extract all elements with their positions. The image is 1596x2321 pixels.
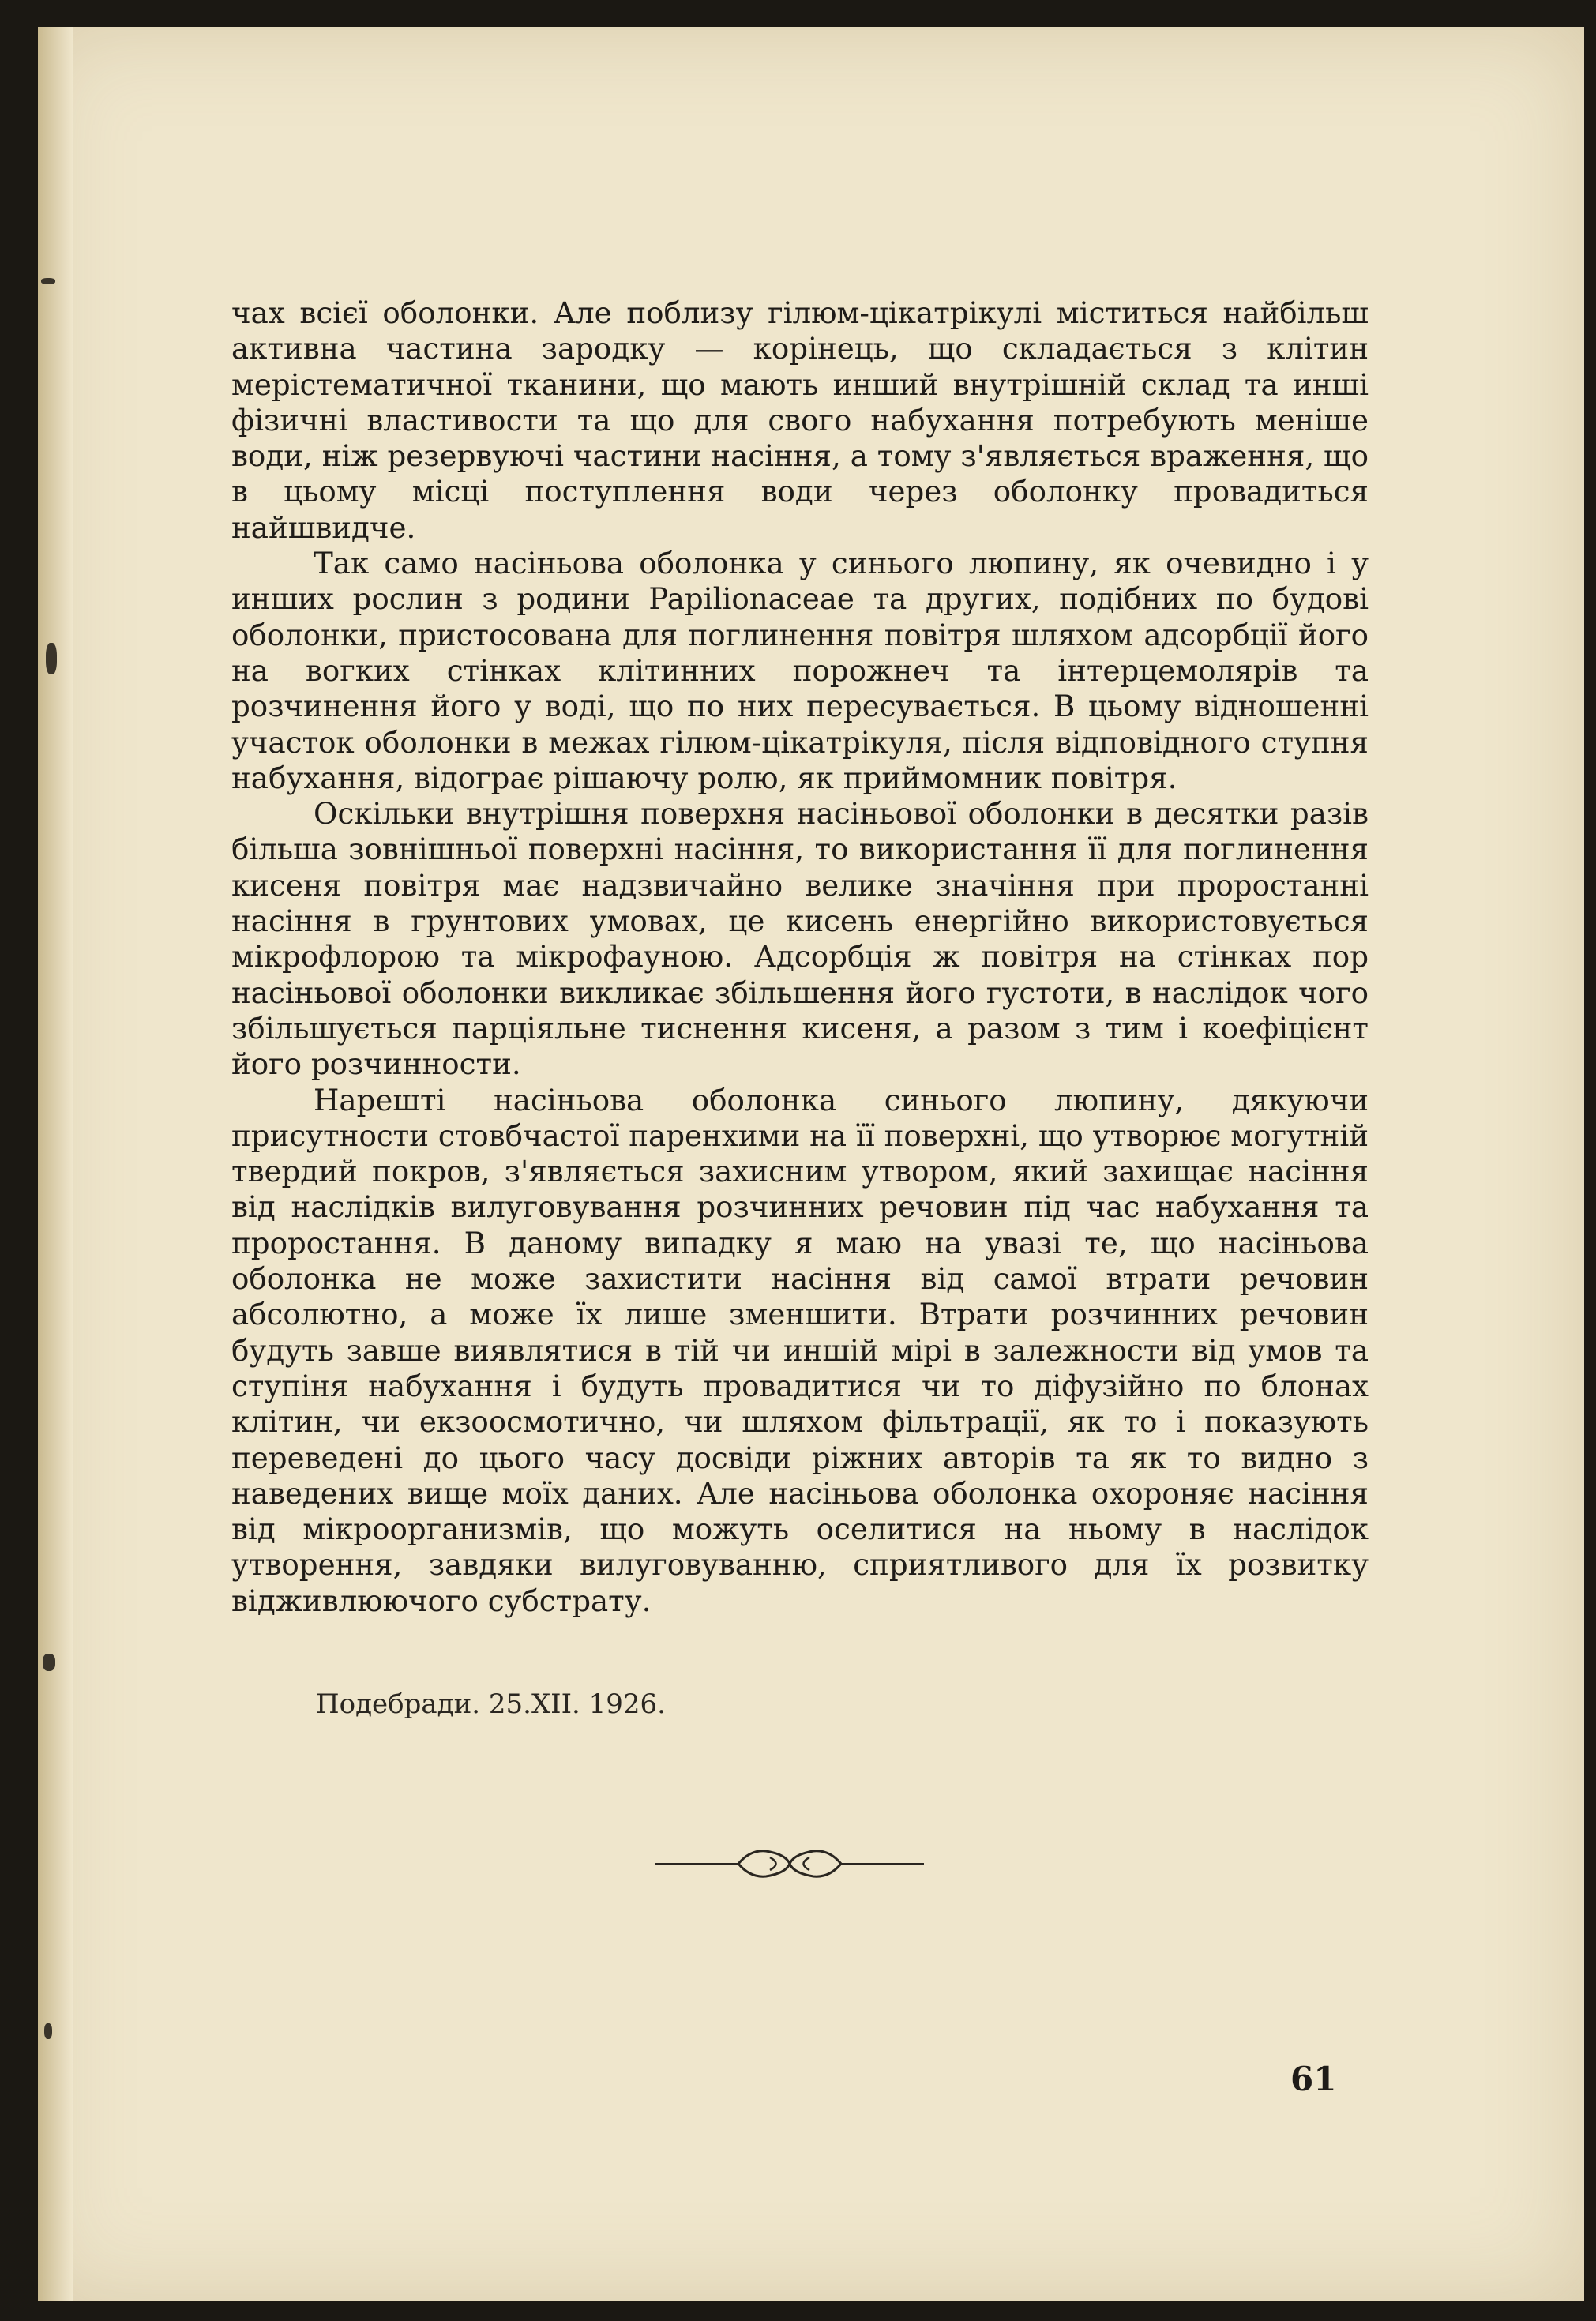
ornamental-divider-icon	[655, 1843, 924, 1884]
paragraph: Нарешті насіньова оболонка синього люпину, дякуючи присутности стовбчастої паренхими на її поверхні, що утворює могутній твердий покров, з'являється захисним утвором, який захищає насіння від наслідків вилуговування розчинних речовин під час набухання та проростання. В даному випадку я маю на увазі те, що насіньова оболонка не може захистити насіння від самої втрати речовин абсолютно, а може їх лише зменшити. Втрати розчинних речовин будуть завше виявлятися в тій чи иншій мірі в залежности від умов та ступіня набухання і будуть провадитися чи то діфузійно по блонах клітин, чи екзоосмотично, чи шляхом фільтрації, як то і показують переведені до цього часу досвіди ріжних авторів та як то видно з наведених вище моїх даних. Але насіньова оболонка охороняє насіння від мікроорганизмів, що можуть оселитися на ньому в наслідок утворення, завдяки вилуговуванню, сприятливого для їх розвитку відживлюючого субстрату.	[231, 1082, 1369, 1618]
page-number: 61	[1290, 2060, 1337, 2098]
book-page	[38, 27, 1584, 2301]
scan-speck	[46, 643, 57, 674]
page-gutter-shadow	[38, 27, 73, 2301]
paragraph: чах всієї оболонки. Але поблизу гілюм-цікатрікулі міститься найбільш активна частина зародку — корінець, що складається з клітин мерістематичної тканини, що мають инший внутрішній склад та инші фізичні властивости та що для свого набухання потребують меніше води, ніж резервуючі частини насіння, а тому з'являється враження, що в цьому місці поступлення води через оболонку провадиться найшвидче.	[231, 295, 1369, 545]
scan-speck	[41, 278, 55, 284]
body-text	[231, 295, 1369, 1619]
place-date-line: Подебради. 25.XII. 1926.	[316, 1688, 666, 1720]
paragraph: Так само насіньова оболонка у синього люпину, як очевидно і у инших рослин з родини Papilionaceae та других, подібних по будові оболонки, пристосована для поглинення повітря шляхом адсорбції його на вогких стінках клітинних порожнеч та інтерцемолярів та розчинення його у воді, що по них пересувається. В цьому відношенні участок оболонки в межах гілюм-цікатрікуля, після відповідного ступня набухання, відограє рішаючу ролю, як приймомник повітря.	[231, 546, 1369, 795]
scan-speck	[44, 2023, 52, 2039]
scan-speck	[43, 1654, 55, 1671]
paragraph: Оскільки внутрішня поверхня насіньової оболонки в десятки разів більша зовнішньої поверхні насіння, то використання її для поглинення кисеня повітря має надзвичайно велике значіння при проростанні насіння в грунтових умовах, це кисень енергійно використовується мікрофлорою та мікрофауною. Адсорбція ж повітря на стінках пор насіньової оболонки викликає збільшення його густоти, в наслідок чого збільшується парціяльне тиснення кисеня, а разом з тим і коефіцієнт його розчинности.	[231, 796, 1369, 1082]
